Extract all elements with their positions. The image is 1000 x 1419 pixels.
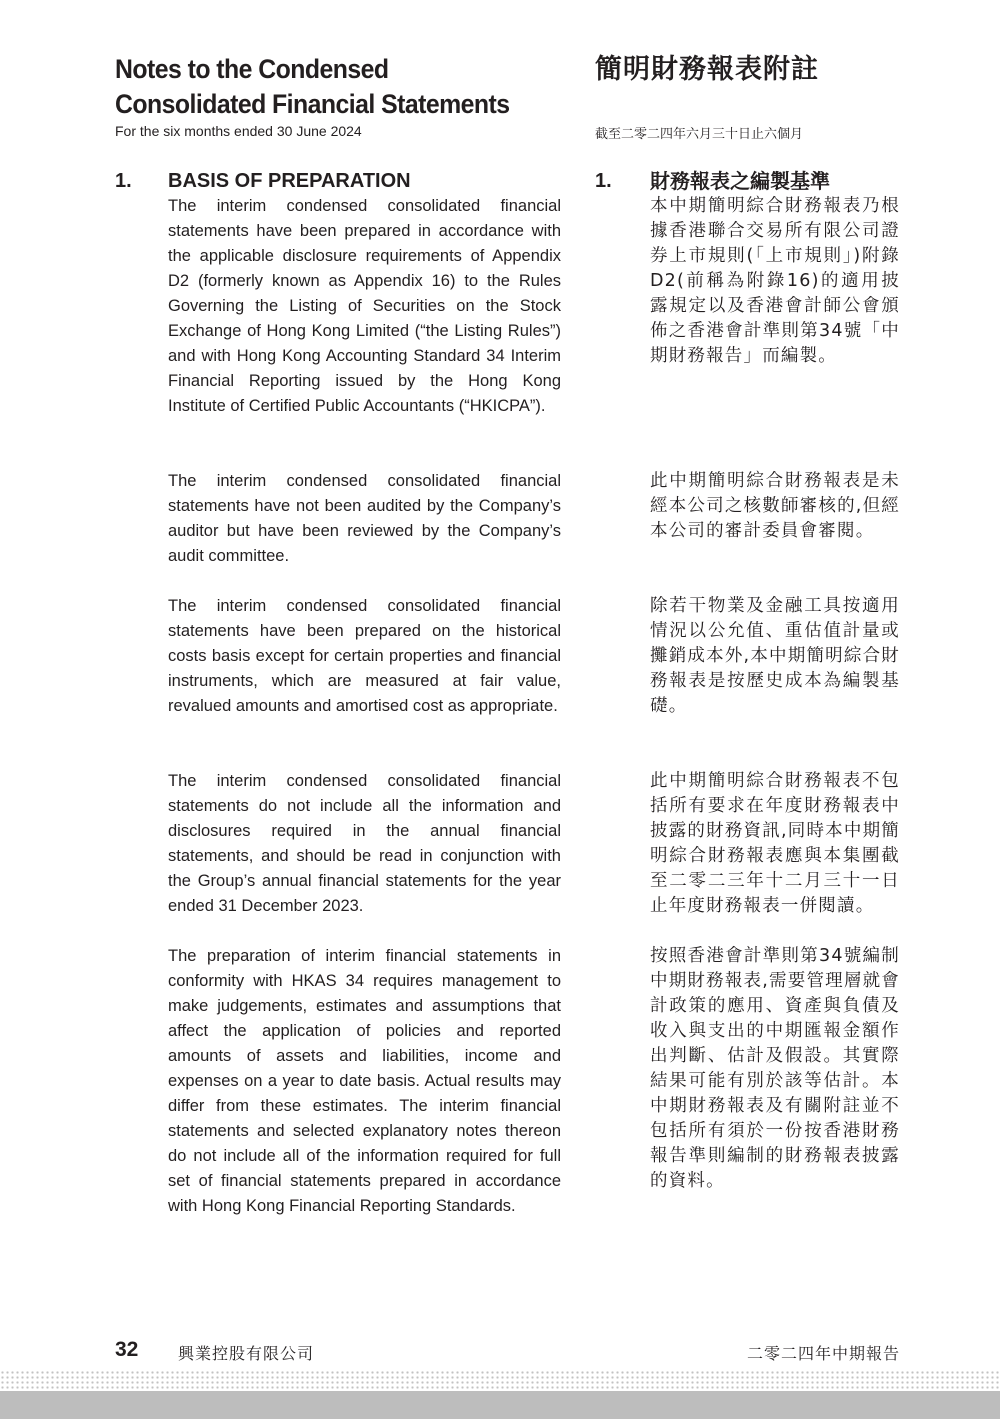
page-title-en: Notes to the Condensed Consolidated Financial Statements xyxy=(115,54,510,119)
section-title-zh: 財務報表之編製基準 xyxy=(650,169,830,193)
footer-report-title: 二零二四年中期報告 xyxy=(746,1344,900,1363)
page-subtitle-en: For the six months ended 30 June 2024 xyxy=(115,123,362,139)
footer-dot-pattern xyxy=(0,1370,1000,1390)
paragraph-en-3: The interim condensed consolidated financial statements have been prepared on the historical costs basis except for certain properties and financial instruments, which are measured at fair value, revalued amounts and amortised cost as appropriate. xyxy=(168,597,561,715)
paragraph-en-4: The interim condensed consolidated financial statements do not include all the information and disclosures required in the annual financial statements, and should be read in conjunction with the Group’s annual financial statements for the year ended 31 December 2023. xyxy=(168,772,561,915)
section-number-en: 1. xyxy=(115,170,132,192)
section-title-en: BASIS OF PREPARATION xyxy=(168,170,411,192)
paragraph-zh-4: 此中期簡明綜合財務報表不包括所有要求在年度財務報表中披露的財務資訊,同時本中期簡明綜合財務報表應與本集團截至二零二三年十二月三十一日止年度財務報表一併閱讀。 xyxy=(650,771,900,916)
paragraph-zh-2: 此中期簡明綜合財務報表是未經本公司之核數師審核的,但經本公司的審計委員會審閱。 xyxy=(650,471,900,541)
paragraph-zh-5: 按照香港會計準則第34號編制中期財務報表,需要管理層就會計政策的應用、資產與負債及收入與支出的中期匯報金額作出判斷、估計及假設。其實際結果可能有別於該等估計。本中期財務報表及有關附註並不包括所有須於一份按香港財務報告準則編制的財務報表披露的資料。 xyxy=(650,946,900,1191)
footer-company-name: 興業控股有限公司 xyxy=(178,1344,315,1363)
paragraph-zh-3: 除若干物業及金融工具按適用情況以公允值、重估值計量或攤銷成本外,本中期簡明綜合財務報表是按歷史成本為編製基礎。 xyxy=(650,596,900,716)
page-subtitle-zh: 截至二零二四年六月三十日止六個月 xyxy=(595,127,804,142)
paragraph-en-2: The interim condensed consolidated financial statements have not been audited by the Company’s auditor but have been reviewed by the Company’s audit committee. xyxy=(168,472,561,565)
paragraph-en-5: The preparation of interim financial statements in conformity with HKAS 34 requires management to make judgements, estimates and assumptions that affect the application of policies and reported amounts of assets and liabilities, income and expenses on a year to date basis. Actual results may differ from these estimates. The interim financial statements and selected explanatory notes thereon do not include all of the information required for full set of financial statements prepared in accordance with Hong Kong Financial Reporting Standards. xyxy=(168,947,561,1215)
section-number-zh: 1. xyxy=(595,170,612,192)
page-title-zh: 簡明財務報表附註 xyxy=(595,54,819,85)
paragraph-en-1: The interim condensed consolidated financial statements have been prepared in accordance with the applicable disclosure requirements of Appendix D2 (formerly known as Appendix 16) to the Rules Governing the Listing of Securities on the Stock Exchange of Hong Kong Limited (“the Listing Rules”) and with Hong Kong Accounting Standard 34 Interim Financial Reporting issued by the Hong Kong Institute of Certified Public Accountants (“HKICPA”). xyxy=(168,197,561,415)
footer-gray-band xyxy=(0,1391,1000,1419)
paragraph-zh-1: 本中期簡明綜合財務報表乃根據香港聯合交易所有限公司證券上市規則(「上市規則」)附錄D2(前稱為附錄16)的適用披露規定以及香港會計師公會頒佈之香港會計準則第34號「中期財務報告」而編製。 xyxy=(650,196,900,366)
page-number: 32 xyxy=(115,1338,139,1361)
